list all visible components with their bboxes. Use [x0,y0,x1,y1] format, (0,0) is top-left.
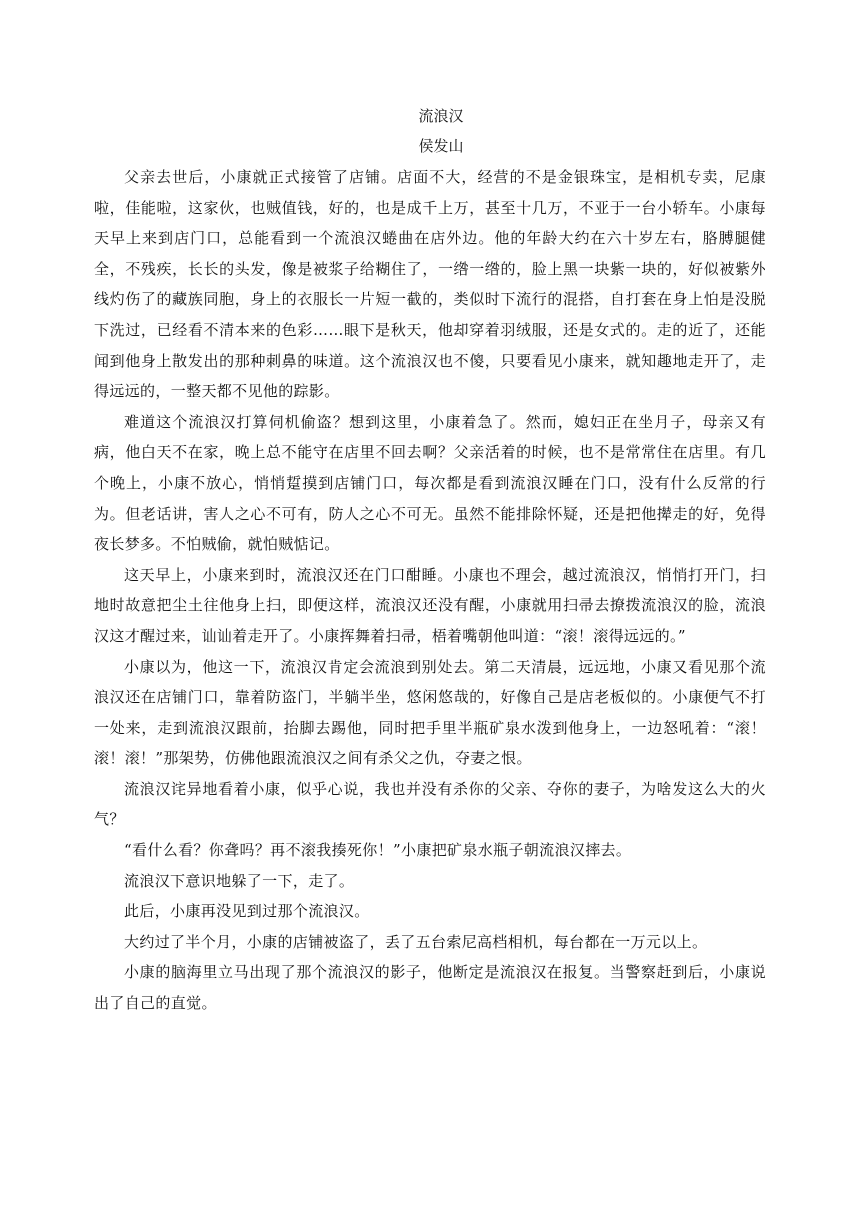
paragraph: 父亲去世后，小康就正式接管了店铺。店面不大，经营的不是金银珠宝，是相机专卖，尼康啦，佳能啦，这家伙，也贼值钱，好的，也是成千上万，甚至十几万，不亚于一台小轿车。小康每天早上来到店门口，总能看到一个流浪汉蜷曲在店外边。他的年龄大约在六十岁左右，胳膊腿健全，不残疾，长长的头发，像是被浆子给糊住了，一绺一绺的，脸上黑一块紫一块的，好似被紫外线灼伤了的藏族同胞，身上的衣服长一片短一截的，类似时下流行的混搭，自打套在身上怕是没脱下洗过，已经看不清本来的色彩……眼下是秋天，他却穿着羽绒服，还是女式的。走的近了，还能闻到他身上散发出的那种刺鼻的味道。这个流浪汉也不傻，只要看见小康来，就知趣地走开了，走得远远的，一整天都不见他的踪影。 [94,168,766,401]
paragraph: 流浪汉诧异地看着小康，似乎心说，我也并没有杀你的父亲、夺你的妻子，为啥发这么大的火气？ [94,779,766,829]
paragraph: 此后，小康再没见到过那个流浪汉。 [124,902,370,921]
paragraph: 难道这个流浪汉打算伺机偷盗？想到这里，小康着急了。然而，媳妇正在坐月子，母亲又有病，他白天不在家，晚上总不能守在店里不回去啊？父亲活着的时候，也不是常常住在店里。有几个晚上，小康不放心，悄悄踅摸到店铺门口，每次都是看到流浪汉睡在门口，没有什么反常的行为。但老话讲，害人之心不可有，防人之心不可无。虽然不能排除怀疑，还是把他撵走的好，免得夜长梦多。不怕贼偷，就怕贼惦记。 [94,412,766,554]
paragraph: 小康以为，他这一下，流浪汉肯定会流浪到别处去。第二天清晨，远远地，小康又看见那个流浪汉还在店铺门口，靠着防盗门，半躺半坐，悠闲悠哉的，好像自己是店老板似的。小康便气不打一处来，走到流浪汉跟前，抬脚去踢他，同时把手里半瓶矿泉水泼到他身上，一边怒吼着：“滚！滚！滚！”那架势，仿佛他跟流浪汉之间有杀父之仇，夺妻之恨。 [94,657,766,768]
paragraph: 流浪汉下意识地躲了一下，走了。 [124,871,355,890]
article-title: 流浪汉 [418,107,464,125]
document-page [94,106,766,1019]
paragraph: 大约过了半个月，小康的店铺被盗了，丢了五台索尼高档相机，每台都在一万元以上。 [124,932,708,951]
article-body [94,162,766,1019]
paragraph: 小康的脑海里立马出现了那个流浪汉的影子，他断定是流浪汉在报复。当警察赶到后，小康说出了自己的直觉。 [94,963,766,1013]
paragraph: “看什么看？你聋吗？再不滚我揍死你！”小康把矿泉水瓶子朝流浪汉摔去。 [124,841,632,860]
article-author: 侯发山 [418,137,464,155]
paragraph: 这天早上，小康来到时，流浪汉还在门口酣睡。小康也不理会，越过流浪汉，悄悄打开门，扫地时故意把尘土往他身上扫，即便这样，流浪汉还没有醒，小康就用扫帚去撩拨流浪汉的脸，流浪汉这才醒过来，讪讪着走开了。小康挥舞着扫帚，梧着嘴朝他叫道：“滚！滚得远远的。” [94,565,766,645]
